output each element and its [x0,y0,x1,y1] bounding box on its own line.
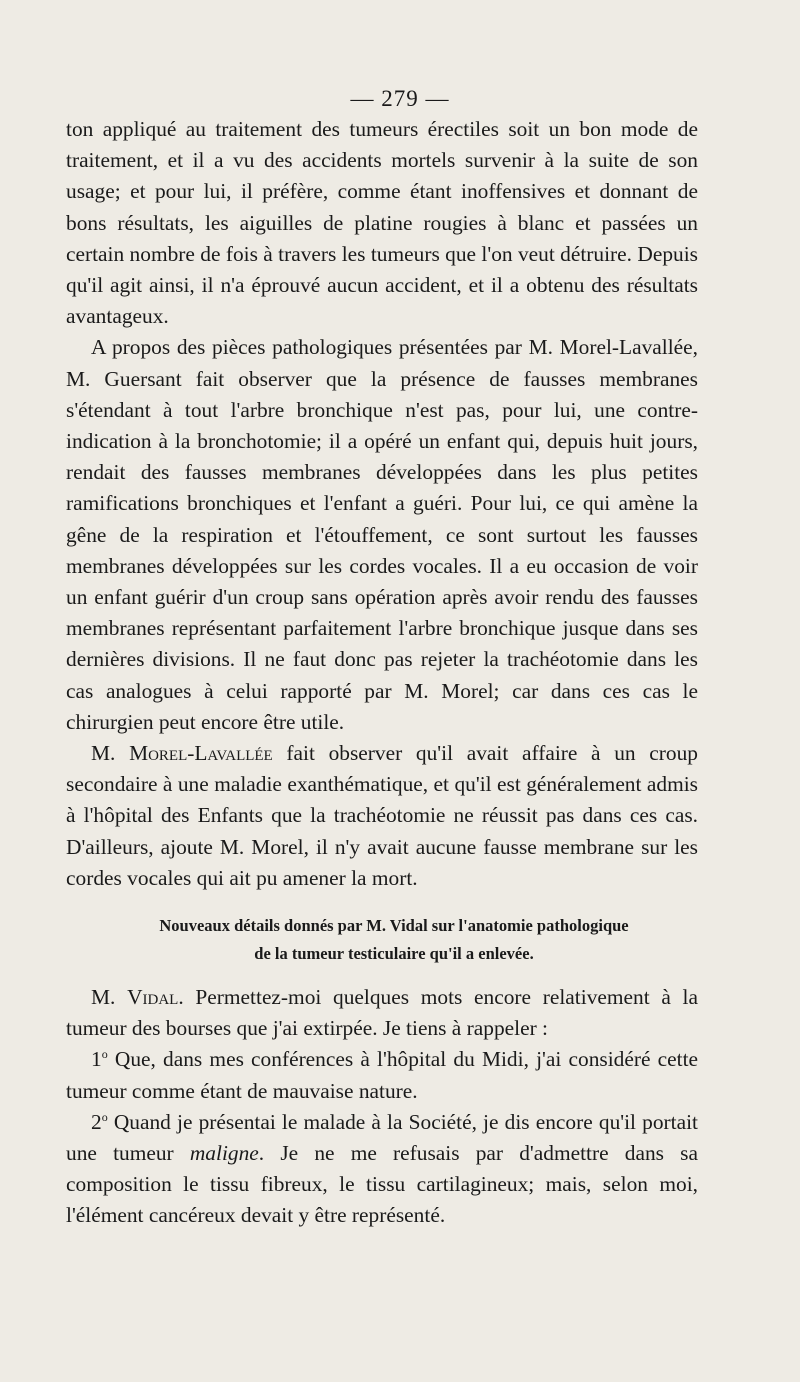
text-block-vidal [66,982,698,1232]
section-title-line-2: de la tumeur testiculaire qu'il a enlevée. [254,944,534,963]
paragraph-text-a: Quand je présentai le malade à la Société, je dis encore qu'il portait une tumeur [66,1109,698,1166]
italic-word: maligne [189,1141,259,1166]
paragraph-continuation: ton appliqué au traitement des tumeurs érectiles soit un bon mode de traitement, et il a vu des accidents mortels survenir à la suite de son usage; et pour lui, il préfère, comme étant inoffensives et donnant de bons résultats, les aiguilles de platine rougies à blanc et passées un certain nombre de fois à travers les tumeurs que l'on veut détruire. Depuis qu'il agit ainsi, il n'a éprouvé aucun accident, et il a obtenu des résultats avantageux. [66,117,698,329]
speaker-name: Vidal. [127,985,184,1009]
paragraph-text-b: . Je ne me refusais par d'admettre dans sa composition le tissu fibreux, le tissu cartilagineux; mais, selon moi, l'élément cancéreux devait y être représenté. [66,1141,698,1228]
speaker-name: Morel-Lavallée [129,741,273,766]
speaker-prefix: M. [91,985,116,1009]
paragraph-text: Que, dans mes conférences à l'hôpital du Midi, j'ai considéré cette tumeur comme étant de mauvaise nature. [66,1047,699,1103]
page-number: — 279 — [350,86,450,111]
point-ordinal: o [101,1047,108,1062]
section-title-line-1: Nouveaux détails donnés par M. Vidal sur l'anatomie pathologique [159,916,629,935]
paragraph-morel-lavallee [66,738,698,894]
paragraph-vidal-intro [66,982,698,1044]
paragraph-guersant: A propos des pièces pathologiques présentées par M. Morel-Lavallée, M. Guersant fait observer que la présence de fausses membranes s'étendant à tout l'arbre bronchique n'est pas, pour lui, une contre-indication à la bronchotomie; il a opéré un enfant qui, depuis huit jours, rendait des fausses membranes développées dans les plus petites ramifications bronchiques et l'enfant a guéri. Pour lui, ce qui amène la gêne de la respiration et l'étouffement, ce sont surtout les fausses membranes développées sur les cordes vocales. Il a eu occasion de voir un enfant guérir d'un croup sans opération après avoir rendu des fausses membranes représentant parfaitement l'arbre bronchique jusque dans ses dernières divisions. Il ne faut donc pas rejeter la trachéotomie dans les cas analogues à celui rapporté par M. Morel; car dans ces cas le chirurgien peut encore être utile. [66,335,698,734]
speaker-prefix: M. [91,741,116,766]
section-title [66,912,722,968]
paragraph-text: fait observer qu'il avait affaire à un croup secondaire à une maladie exanthématique, et qu'il est généralement admis à l'hôpital des Enfants que la trachéotomie ne réussit pas dans ces cas. D'ailleurs, ajoute M. Morel, il n'y avait aucune fausse membrane sur les cordes vocales qui ait pu amener la mort. [66,741,698,890]
paragraph-point-2 [66,1107,698,1232]
point-number: 2 [91,1109,102,1134]
paragraph-text: Permettez-moi quelques mots encore relativement à la tumeur des bourses que j'ai extirpée. Je tiens à rappeler : [66,985,698,1041]
text-block-discussion [66,114,698,894]
point-number: 1 [91,1047,102,1072]
paragraph-point-1 [66,1044,698,1106]
point-ordinal: o [101,1109,108,1124]
